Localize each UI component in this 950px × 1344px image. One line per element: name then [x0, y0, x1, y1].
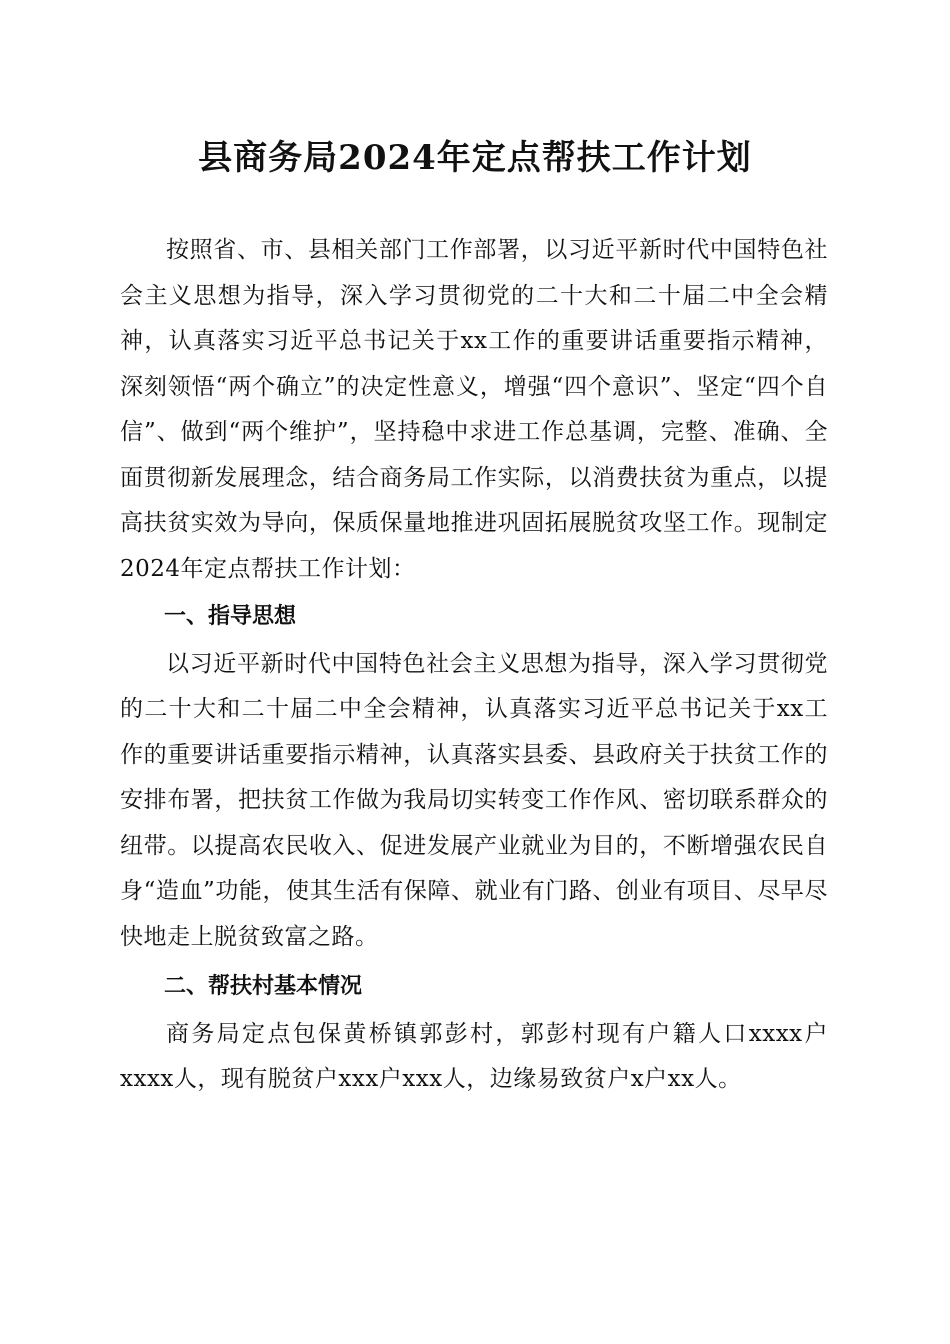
document-body — [120, 228, 828, 1103]
section-paragraph-village-info: 商务局定点包保黄桥镇郭彭村，郭彭村现有户籍人口xxxx户xxxx人，现有脱贫户xxx户xxx人，边缘易致贫户x户xx人。 — [120, 1020, 828, 1092]
section-heading-guiding-ideology: 一、指导思想 — [164, 604, 297, 629]
document-title: 县商务局2024年定点帮扶工作计划 — [198, 138, 752, 178]
intro-paragraph: 按照省、市、县相关部门工作部署，以习近平新时代中国特色社会主义思想为指导，深入学习贯彻党的二十大和二十届二中全会精神，认真落实习近平总书记关于xx工作的重要讲话重要指示精神，深刻领悟“两个确立”的决定性意义，增强“四个意识”、坚定“四个自信”、做到“两个维护”，坚持稳中求进工作总基调，完整、准确、全面贯彻新发展理念，结合商务局工作实际，以消费扶贫为重点，以提高扶贫实效为导向，保质保量地推进巩固拓展脱贫攻坚工作。现制定2024年定点帮扶工作计划： — [120, 237, 828, 582]
section-heading-village-info: 二、帮扶村基本情况 — [164, 974, 363, 999]
section-paragraph-guiding-ideology: 以习近平新时代中国特色社会主义思想为指导，深入学习贯彻党的二十大和二十届二中全会精神，认真落实习近平总书记关于xx工作的重要讲话重要指示精神，认真落实县委、县政府关于扶贫工作的安排布署，把扶贫工作做为我局切实转变工作作风、密切联系群众的纽带。以提高农民收入、促进发展产业就业为目的，不断增强农民自身“造血”功能，使其生活有保障、就业有门路、创业有项目、尽早尽快地走上脱贫致富之路。 — [120, 650, 828, 950]
